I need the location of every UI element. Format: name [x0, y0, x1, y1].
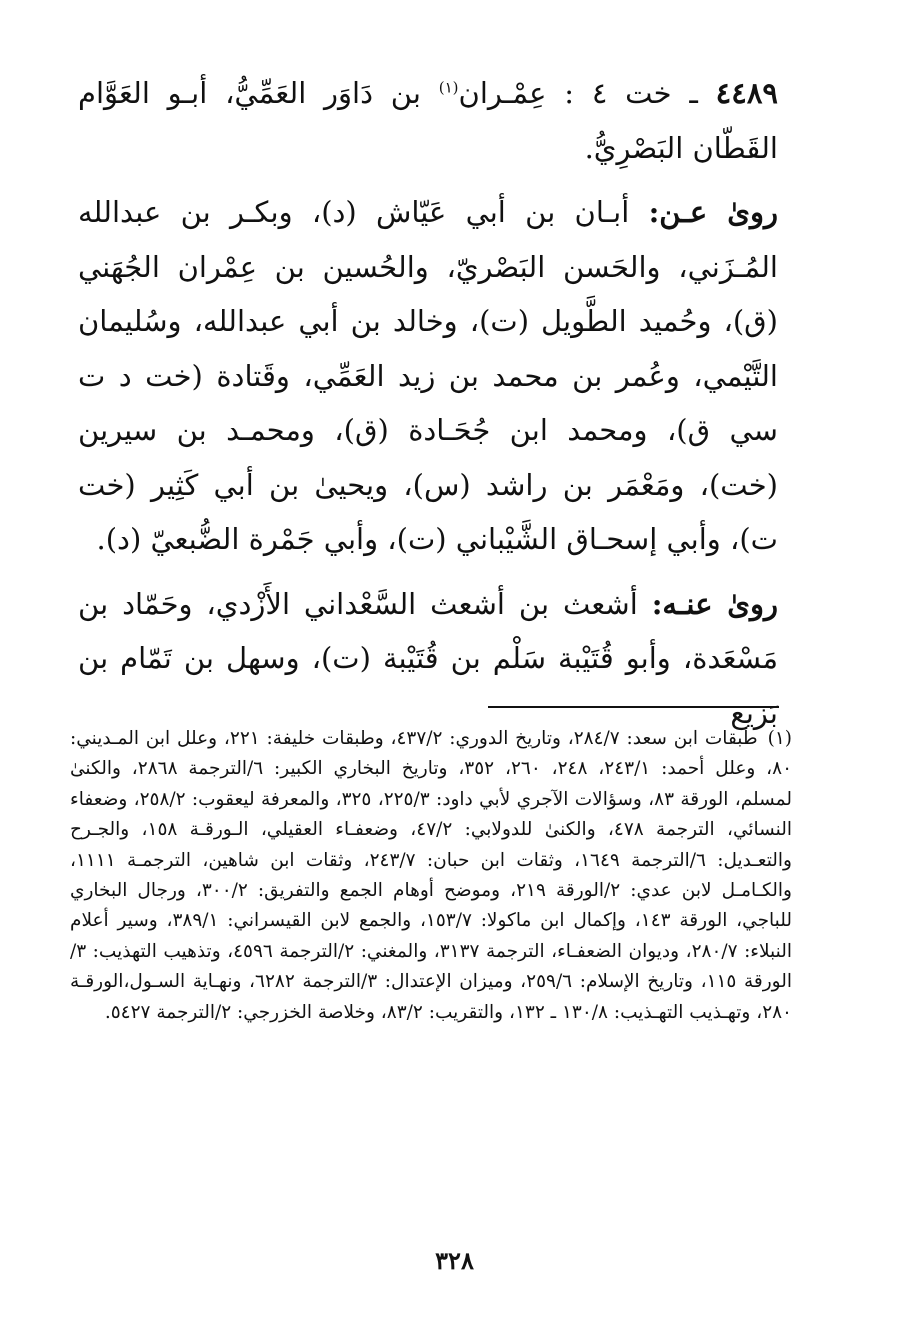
narrated-by-text: أشعث بن أشعث السَّعْداني الأَزْدي، وحَمّاد بن مَسْعَدة، وأبو قُتَيْبة سَلْم بن قُتَيْبة (ت)، وسهل بن تَمّام بن بَزيع — [78, 586, 779, 730]
narrated-from-paragraph — [78, 185, 778, 567]
footnotes — [70, 724, 792, 1028]
footnote-marker: (١) — [767, 728, 792, 749]
entry-name-rest: بن دَاوَر العَمِّيُّ، أبـو العَوَّام القَطّان البَصْرِيُّ. — [78, 76, 778, 165]
entry-number: ٤٤٨٩ — [715, 76, 778, 110]
footnote-text: طبقات ابن سعد: ٢٨٤/٧، وتاريخ الدوري: ٤٣٧/٢، وطبقات خليفة: ٢٢١، وعلل ابن المـديني: ٨٠، وعلل أحمد: ٢٤٣/١، ٢٤٨، ٢٦٠، ٣٥٢، وتاريخ البخاري الكبير: ٦/الترجمة ٢٨٦٨، والكنىٰ لمسلم، الورقة ٨٣، وسؤالات الآجري لأبي داود: ٢٢٥/٣، ٣٢٥، والمعرفة ليعقوب: ٢٥٨/٢، وضعفاء النسائي، الترجمة ٤٧٨، والكنىٰ للدولابي: ٤٧/٢، وضعفـاء العقيلي، الـورقـة ١٥٨، والجـرح والتعـديل: ٦/الترجمة ١٦٤٩، وثقات ابن حبان: ٢٤٣/٧، وثقات ابن شاهين، الترجمـة ١١١١، والكـامـل لابن عدي: ٢/الورقة ٢١٩، وموضح أوهام الجمع والتفريق: ٣٠٠/٢، ورجال البخاري للباجي، الورقة ١٤٣، وإكمال ابن ماكولا: ١٥٣/٧، والجمع لابن القيسراني: ٣٨٩/١، وسير أعلام النبلاء: ٢٨٠/٧، وديوان الضعفـاء، الترجمة ٣١٣٧، والمغني: ٢/الترجمة ٤٥٩٦، وتذهيب التهذيب: ٣/الورقة ١١٥، وتاريخ الإسلام: ٢٥٩/٦، وميزان الإعتدال: ٣/الترجمة ٦٢٨٢، ونهـاية السـول،الورقـة ٢٨٠، وتهـذيب التهـذيب: ١٣٠/٨ ـ ١٣٢، والتقريب: ٨٣/٢، وخلاصة الخزرجي: ٢/الترجمة ٥٤٢٧. — [70, 728, 793, 1023]
narrated-from-label: روىٰ عـن: — [648, 195, 778, 229]
narrated-from-text: أبـان بن أبي عَيّاش (د)، وبكـر بن عبدالله المُـزَني، والحَسن البَصْريّ، والحُسين بن عِمْران الجُهَني (ق)، وحُميد الطَّويل (ت)، وخالد بن أبي عبدالله، وسُليمان التَّيْمي، وعُمر بن محمد بن زيد العَمِّي، وقَتادة (خت د ت سي ق)، ومحمد ابن جُحَـادة (ق)، ومحمـد بن سيرين (خت)، ومَعْمَر بن راشد (س)، ويحيىٰ بن أبي كَثِير (خت ت)، وأبي إسحـاق الشَّيْباني (ت)، وأبي جَمْرة الضُّبعيّ (د). — [78, 195, 778, 556]
main-text — [78, 66, 778, 740]
entry-heading — [78, 66, 778, 175]
entry-name: ـ خت ٤ : عِمْـران — [458, 76, 716, 110]
narrated-by-label: روىٰ عنـه: — [651, 586, 778, 621]
page-number: ٣٢٨ — [435, 1246, 474, 1275]
narrated-by-paragraph — [78, 577, 778, 741]
footnote-1 — [70, 724, 792, 1028]
footnote-separator — [488, 706, 779, 708]
footnote-reference[interactable]: (١) — [438, 78, 459, 97]
